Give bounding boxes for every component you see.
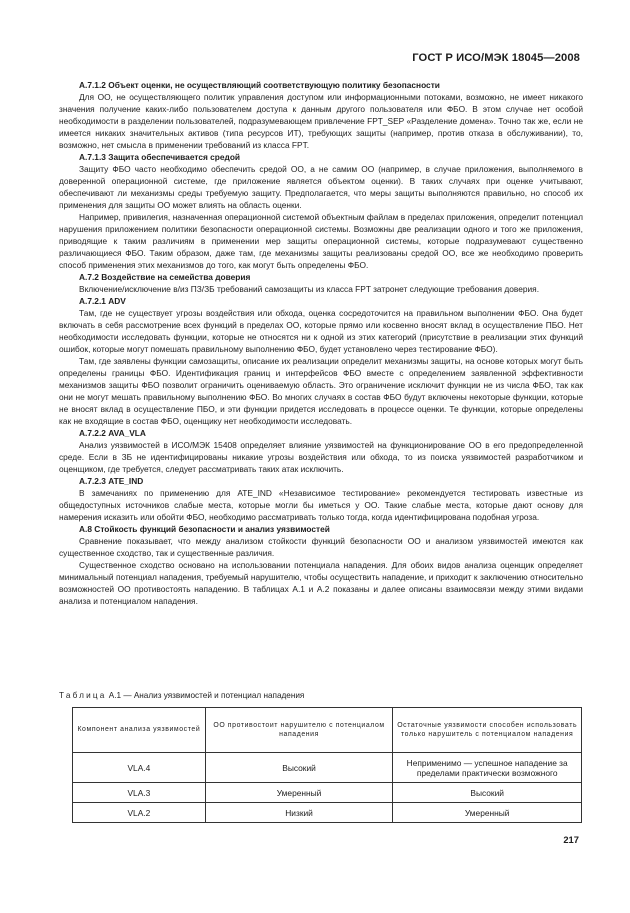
column-header: Компонент анализа уязвимостей — [73, 708, 206, 753]
paragraph: Там, где не существует угрозы воздействия или обхода, оценка сосредоточится на правильном выполнении ФБО. Она будет включать в себя рассмотрение всех функций в пределах ОО, которые прямо или косвенно вносят вклад в осуществление ПБО. Нет необходимости исследовать функции, которые не относятся ни к одной из этих категорий (присутствие в реализации этих функций ошибок, которые могут помешать правильному выполнению ФБО, будет установлено через тестирование ФБО). — [59, 308, 583, 354]
table-caption-text: А.1 — Анализ уязвимостей и потенциал нападения — [108, 691, 305, 700]
column-header: Остаточные уязвимости способен использовать только нарушитель с потенциалом нападения — [393, 708, 582, 753]
table-cell: Высокий — [393, 783, 582, 803]
paragraph: Существенное сходство основано на использовании потенциала нападения. Для обоих видов анализа оценщик определяет минимальный потенциал нападения, требуемый нарушителю, чтобы осуществить нападение, и приходит к заключению относительно возможностей ОО противостоять нападению. В таблицах А.1 и А.2 показаны и далее описаны взаимосвязи между этими видами анализа и потенциалом нападения. — [59, 560, 583, 606]
section-heading-a713: А.7.1.3 Защита обеспечивается средой — [79, 152, 241, 162]
table-header-row — [73, 708, 582, 753]
paragraph: Сравнение показывает, что между анализом стойкости функций безопасности ОО и анализом уязвимостей имеются как существенное сходство, так и существенные различия. — [59, 536, 583, 558]
table-caption — [59, 691, 304, 700]
column-header: ОО противостоит нарушителю с потенциалом нападения — [205, 708, 393, 753]
paragraph: Там, где заявлены функции самозащиты, описание их реализации определит механизмы защиты, на основе которых могут быть определены границы ФБО. Идентификация границ и интерфейсов ФБО вместе с определением заявленной эффективности механизмов защиты ФБО позволит ограничить оцениваемую область. Это ограничение исключит функции не из числа ФБО, так как они не могут мешать правильному выполнению ФБО. Во многих случаях в состав ФБО будут включены некоторые функции, которые не вносят вклад в осуществление ПБО, и эти функции придется исследовать в процессе оценки. Те функции, которые определены как не входящие в состав ФБО, оценщику нет необходимости исследовать. — [59, 356, 583, 426]
table-cell: Низкий — [205, 803, 393, 823]
section-heading-a8: А.8 Стойкость функций безопасности и анализ уязвимостей — [79, 524, 330, 534]
table-row — [73, 783, 582, 803]
page-number: 217 — [563, 834, 579, 845]
paragraph: Например, привилегия, назначенная операционной системой объектным файлам в пределах приложения, определит потенциал нарушения приложением политики безопасности операционной системы. Возможны две реализации одного и того же приложения, приводящие к таким различиям в применении мер защиты операционной системы, которые подразумевают существенно различающиеся ФБО. Таким образом, даже там, где механизмы защиты реализованы средой ОО, все же необходимо проверить способ применения этих механизмов до того, как могут быть определены ФБО. — [59, 212, 583, 270]
table-row — [73, 753, 582, 783]
table-cell: VLA.2 — [73, 803, 206, 823]
table-caption-prefix: Таблица — [59, 691, 107, 700]
section-heading-a722: А.7.2.2 AVA_VLA — [79, 428, 146, 438]
table-cell: VLA.3 — [73, 783, 206, 803]
table-row — [73, 803, 582, 823]
table-cell: Высокий — [205, 753, 393, 783]
paragraph: Включение/исключение в/из ПЗ/ЗБ требований самозащиты из класса FPT затронет следующие требования доверия. — [79, 284, 540, 294]
paragraph: Защиту ФБО часто необходимо обеспечить средой ОО, а не самим ОО (например, в случае приложения, выполняемого в доверенной операционной системе, где приложение является объектом оценки). В таких случаях при оценке учитывают, обеспечивают ли механизмы среды требуемую защиту. Предполагается, что меры защиты выполняются правильно, но способ их применения для защиты ОО может влиять на область оценки. — [59, 164, 583, 210]
vulnerability-table — [72, 707, 582, 823]
section-heading-a72: А.7.2 Воздействие на семейства доверия — [79, 272, 251, 282]
section-heading-a721: А.7.2.1 ADV — [79, 296, 126, 306]
section-heading-a712: А.7.1.2 Объект оценки, не осуществляющий соответствующую политику безопасности — [79, 80, 440, 90]
table-cell: VLA.4 — [73, 753, 206, 783]
section-heading-a723: А.7.2.3 ATE_IND — [79, 476, 144, 486]
paragraph: Анализ уязвимостей в ИСО/МЭК 15408 определяет влияние уязвимостей на функционирование ОО в его предопределенной среде. Если в ЗБ не идентифицированы никакие угрозы воздействия или обхода, то из поиска уязвимостей разработчиком и оценщиком, где требуется, следует рассматривать таких атак исключить. — [59, 440, 583, 474]
paragraph: В замечаниях по применению для ATE_IND «Независимое тестирование» рекомендуется тестировать известные из общедоступных источников слабые места, которые могли бы иметься у ОО. Такие слабые места, которые дают основу для намерения исказить или обойти ФБО, необходимо рассматривать только тогда, когда идентифицирована подобная угроза. — [59, 488, 583, 522]
table-cell: Неприменимо — успешное нападение за пределами практически возможного — [393, 753, 582, 783]
paragraph: Для ОО, не осуществляющего политик управления доступом или информационными потоками, возможно, не имеет никакого значения получение каких-либо пользователем доступа к данным другого пользователя или ФБО. В этом случае нет особой необходимости в разделении пользователей, подразумевающем привлечение FPT_SEP «Разделение домена». Точно так же, если не имеется никаких значительных активов (типа ресурсов ИТ), требующих защиты (например, против отказа в обслуживании), то, возможно, нет смысла в применении требований из класса FPT. — [59, 92, 583, 150]
table-cell: Умеренный — [205, 783, 393, 803]
table-cell: Умеренный — [393, 803, 582, 823]
document-body — [59, 79, 583, 607]
document-header: ГОСТ Р ИСО/МЭК 18045—2008 — [412, 52, 580, 64]
